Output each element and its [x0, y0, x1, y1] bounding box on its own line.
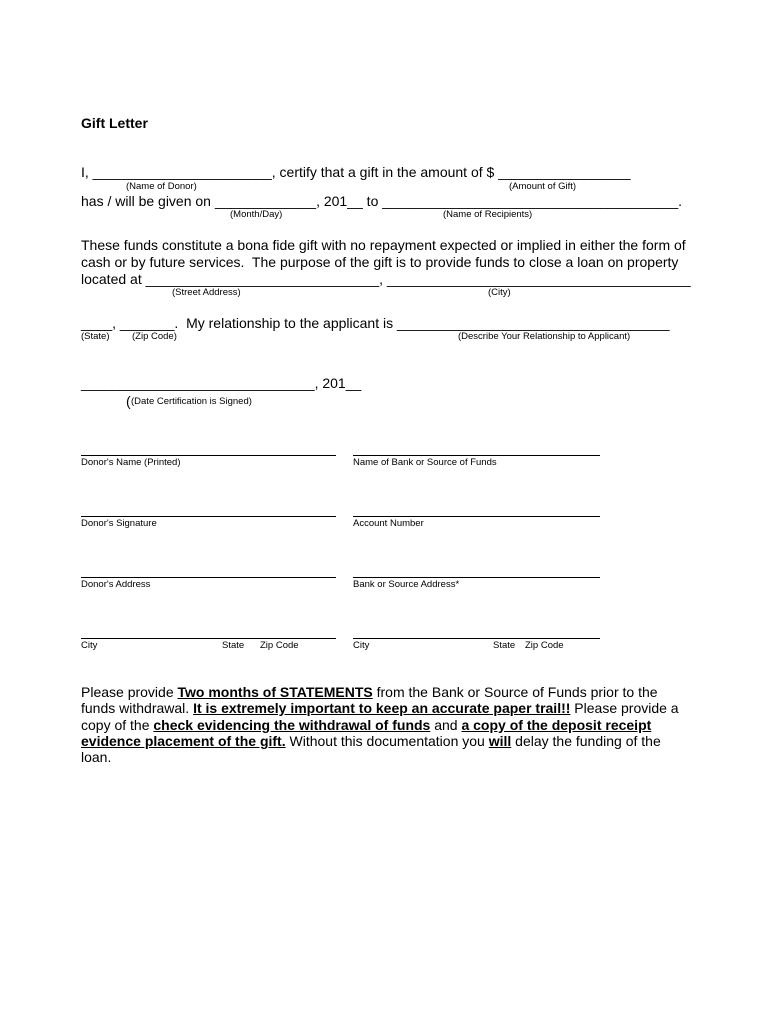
instr-bold-will: will [488, 732, 512, 749]
label-state-right: State [493, 640, 516, 651]
instr-text-1: Please provide [81, 684, 178, 700]
instr-bold-paper-trail: It is extremely important to keep an accurate paper trail!! [193, 700, 571, 717]
donor-city-state-zip-line [81, 638, 336, 639]
state-zip-relationship-line: ____, _______. My relationship to the applicant is ___________________________________ [81, 315, 670, 331]
caption-state: (State) [81, 331, 110, 342]
funds-statement-line-2: cash or by future services. The purpose of the gift is to provide funds to close a loan on property [81, 254, 679, 270]
instr-bold-statements: Two months of STATEMENTS [177, 684, 373, 700]
certification-date-line: ______________________________, 201__ [81, 375, 362, 391]
donor-name-printed-line [81, 455, 336, 456]
label-account-number: Account Number [353, 518, 424, 529]
donor-address-line [81, 577, 336, 578]
caption-month-day: (Month/Day) [230, 209, 283, 220]
caption-name-of-recipients: (Name of Recipients) [443, 209, 533, 220]
caption-zip-code: (Zip Code) [132, 331, 177, 342]
label-donor-address: Donor's Address [81, 579, 151, 590]
label-donor-name-printed: Donor's Name (Printed) [81, 457, 181, 468]
caption-city: (City) [488, 287, 511, 298]
caption-amount-of-gift: (Amount of Gift) [509, 181, 577, 192]
instr-bold-check: check evidencing the withdrawal of funds [153, 716, 431, 733]
label-state-left: State [222, 640, 245, 651]
bank-source-address-line [353, 577, 600, 578]
document-title: Gift Letter [81, 115, 148, 131]
funds-statement-line-1: These funds constitute a bona fide gift with no repayment expected or implied in either the form of [81, 237, 686, 253]
label-bank-source-name: Name of Bank or Source of Funds [353, 457, 497, 468]
instr-text-4: and [430, 716, 462, 733]
instr-text-2: from the Bank or Source of Funds prior to the funds withdrawal. [81, 684, 658, 717]
account-number-line [353, 516, 600, 517]
label-bank-source-address: Bank or Source Address* [353, 579, 460, 590]
instr-text-5: Without this documentation you [285, 732, 489, 749]
label-donor-signature: Donor's Signature [81, 518, 157, 529]
caption-street-address: (Street Address) [172, 287, 241, 298]
label-zip-right: Zip Code [525, 640, 564, 651]
instr-text-6: delay the funding of the loan. [81, 732, 661, 766]
instr-text-3: Please provide a copy of the [81, 700, 679, 733]
label-city-left: City [81, 640, 98, 651]
caption-name-of-donor: (Name of Donor) [126, 181, 197, 192]
given-date-recipients-line: has / will be given on _____________, 201__ to ______________________________________. [81, 193, 683, 209]
bank-source-name-line [353, 455, 600, 456]
donor-gift-amount-line: I, _______________________, certify that a gift in the amount of $ _________________ [81, 164, 631, 180]
label-city-right: City [353, 640, 370, 651]
donor-signature-line [81, 516, 336, 517]
bank-city-state-zip-line [353, 638, 600, 639]
date-caption-paren: ( [126, 393, 131, 409]
caption-describe-relationship: (Describe Your Relationship to Applicant) [458, 331, 631, 342]
label-zip-left: Zip Code [260, 640, 299, 651]
documentation-instructions [81, 684, 691, 765]
instr-bold-deposit-receipt: a copy of the deposit receipt evidence placement of the gift. [81, 716, 652, 749]
caption-date-certification: (Date Certification is Signed) [131, 396, 252, 407]
property-location-line: located at ______________________________, _______________________________________ [81, 271, 691, 287]
